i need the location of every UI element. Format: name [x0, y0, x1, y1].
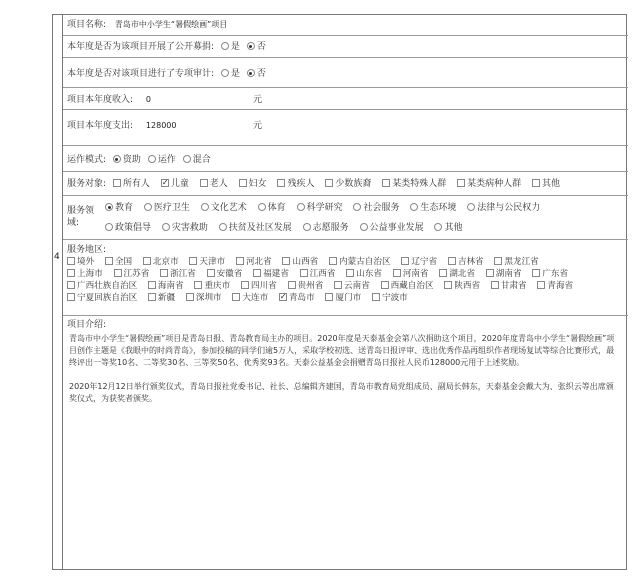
region-shaanxi-label: 陕西省 [454, 281, 481, 291]
income-unit: 元 [253, 95, 263, 105]
target-disease-group-label: 某类病种人群 [467, 179, 522, 189]
public-fundraising-yes-label: 是 [230, 42, 240, 52]
special-audit-yes-radio[interactable] [221, 69, 229, 77]
region-tianjin-label: 天津市 [199, 257, 226, 267]
regions-line-2 [67, 268, 628, 280]
region-heilongjiang-label: 黑龙江省 [504, 257, 539, 267]
target-disease-group-checkbox[interactable] [457, 179, 465, 187]
operation-mode-mixed-label: 混合 [192, 155, 211, 165]
region-guangxi-label: 广西壮族自治区 [77, 281, 138, 291]
region-national-checkbox[interactable] [105, 257, 113, 265]
field-volunteer-label: 志愿服务 [312, 223, 349, 233]
region-gansu-checkbox[interactable] [491, 281, 499, 289]
field-science-label: 科学研究 [306, 203, 343, 213]
service-fields-label-line1: 服务领 [67, 206, 95, 216]
expense-label: 项目本年度支出: [67, 121, 134, 131]
region-chongqing-checkbox[interactable] [194, 281, 202, 289]
service-regions-label: 服务地区: [67, 245, 107, 255]
region-shandong-checkbox[interactable] [346, 269, 354, 277]
region-tibet-label: 西藏自治区 [390, 281, 434, 291]
project-intro-para2: 2020年12月12日举行颁奖仪式，青岛日报社党委书记、社长、总编辑齐建国，青岛市教育局党组成员、副局长韩东，天泰基金会戴大为、张织云等出席颁奖仪式，为获奖者颁奖。 [69, 382, 614, 403]
region-overseas-label: 境外 [77, 257, 95, 267]
region-ningxia-checkbox[interactable] [67, 293, 75, 301]
region-jiangxi-label: 江西省 [309, 269, 336, 279]
region-hebei-label: 河北省 [245, 257, 272, 267]
region-national-label: 全国 [114, 257, 133, 267]
region-liaoning-checkbox[interactable] [401, 257, 409, 265]
service-fields-row [63, 196, 628, 240]
region-anhui-label: 安徽省 [216, 269, 243, 279]
public-fundraising-row [63, 36, 628, 58]
service-targets-label: 服务对象: [67, 179, 107, 189]
region-hunan-checkbox[interactable] [486, 269, 494, 277]
region-guangxi-checkbox[interactable] [67, 281, 75, 289]
target-other-checkbox[interactable] [532, 179, 540, 187]
region-jiangsu-checkbox[interactable] [114, 269, 122, 277]
region-shandong-label: 山东省 [356, 269, 382, 279]
expense-row [63, 110, 628, 146]
region-shenzhen-checkbox[interactable] [186, 293, 194, 301]
region-ningbo-label: 宁波市 [381, 293, 408, 303]
region-jilin-checkbox[interactable] [448, 257, 456, 265]
target-women-checkbox[interactable] [239, 179, 247, 187]
region-overseas-checkbox[interactable] [67, 257, 75, 265]
operation-mode-row [63, 146, 628, 172]
region-sichuan-label: 四川省 [250, 281, 277, 291]
region-hainan-label: 海南省 [157, 281, 184, 291]
special-audit-row [63, 58, 628, 88]
region-guangdong-label: 广东省 [542, 269, 569, 279]
field-sports-label: 体育 [267, 203, 286, 213]
operation-mode-grant-radio[interactable] [113, 155, 121, 163]
region-qingdao-label: 青岛市 [288, 293, 315, 303]
region-zhejiang-label: 浙江省 [170, 269, 196, 279]
public-fundraising-yes-radio[interactable] [221, 42, 229, 50]
operation-mode-operate-radio[interactable] [148, 155, 156, 163]
region-hainan-checkbox[interactable] [148, 281, 156, 289]
region-sichuan-checkbox[interactable] [241, 281, 249, 289]
region-tibet-checkbox[interactable] [381, 281, 389, 289]
project-name-label: 项目名称: [67, 20, 107, 30]
field-poverty-label: 扶贫及社区发展 [228, 223, 292, 233]
target-children-checkbox[interactable] [161, 179, 169, 187]
region-qingdao-checkbox[interactable] [279, 293, 287, 301]
target-children-label: 儿童 [170, 179, 189, 189]
field-social-service-radio[interactable] [353, 203, 361, 211]
field-other-radio[interactable] [434, 223, 442, 231]
special-audit-no-radio[interactable] [247, 69, 255, 77]
field-disaster-radio[interactable] [162, 223, 170, 231]
field-culture-label: 文化艺术 [210, 203, 247, 213]
expense-value: 128000 [145, 121, 177, 130]
operation-mode-grant-label: 资助 [122, 155, 141, 165]
region-guangdong-checkbox[interactable] [532, 269, 540, 277]
form-content [62, 14, 627, 570]
target-all-checkbox[interactable] [113, 179, 121, 187]
field-policy-radio[interactable] [105, 223, 113, 231]
operation-mode-operate-label: 运作 [157, 155, 176, 165]
region-shaanxi-checkbox[interactable] [444, 281, 452, 289]
field-education-radio[interactable] [105, 203, 113, 211]
regions-line-1 [67, 256, 628, 268]
regions-line-3 [67, 280, 628, 292]
region-qinghai-label: 青海省 [547, 281, 574, 291]
field-policy-label: 政策倡导 [115, 223, 152, 233]
region-anhui-checkbox[interactable] [207, 269, 215, 277]
operation-mode-mixed-radio[interactable] [183, 155, 191, 163]
field-poverty-radio[interactable] [219, 223, 227, 231]
target-special-group-checkbox[interactable] [382, 179, 390, 187]
operation-mode-label: 运作模式: [67, 155, 107, 165]
field-culture-radio[interactable] [201, 203, 209, 211]
field-education-label: 教育 [115, 203, 134, 213]
service-fields-label-line2: 域: [67, 218, 80, 228]
target-disabled-checkbox[interactable] [277, 179, 285, 187]
project-intro-para1: 青岛市中小学生“暑假绘画”项目是青岛日报、青岛教育局主办的项目。2020年度是天泰基金会第八次捐助这个项目，2020年度青岛中小学生“暑假绘画”项目创作主题是《我眼中的时尚青岛》，参加投稿的同学们逾5万人，采取学校初选、送青岛日报评审、选出优秀作品再组织作者现场复试等综合比赛形式，最终评出一等奖10名、二等奖30名、三等奖50名、优秀奖93名。天泰公益基金会捐赠青岛日报社人民币128000元用于上述奖励。 [69, 334, 615, 367]
region-heilongjiang-checkbox[interactable] [494, 257, 502, 265]
target-all-label: 所有人 [122, 179, 150, 189]
region-shanxi-checkbox[interactable] [282, 257, 290, 265]
region-jilin-label: 吉林省 [457, 257, 484, 267]
region-guizhou-checkbox[interactable] [288, 281, 296, 289]
region-beijing-checkbox[interactable] [143, 257, 151, 265]
region-jiangsu-label: 江苏省 [123, 269, 150, 279]
region-ningbo-checkbox[interactable] [372, 293, 380, 301]
region-dalian-checkbox[interactable] [232, 293, 240, 301]
region-zhejiang-checkbox[interactable] [160, 269, 168, 277]
field-ecology-radio[interactable] [410, 203, 418, 211]
public-fundraising-no-label: 否 [256, 42, 266, 52]
regions-line-4 [67, 292, 628, 304]
region-inner-mongolia-checkbox[interactable] [329, 257, 337, 265]
field-health-radio[interactable] [144, 203, 152, 211]
region-xinjiang-checkbox[interactable] [148, 293, 156, 301]
income-label: 项目本年度收入: [67, 95, 134, 105]
field-law-label: 法律与公民权力 [477, 203, 541, 213]
income-value: 0 [145, 95, 152, 104]
region-yunnan-checkbox[interactable] [334, 281, 342, 289]
project-name-value: 青岛市中小学生“暑假绘画”项目 [114, 20, 228, 29]
region-gansu-label: 甘肃省 [500, 281, 527, 291]
region-liaoning-label: 辽宁省 [411, 257, 438, 267]
expense-unit: 元 [253, 121, 263, 131]
target-minorities-label: 少数族裔 [335, 179, 372, 189]
target-other-label: 其他 [542, 179, 561, 189]
region-beijing-label: 北京市 [152, 257, 179, 267]
special-audit-label: 本年度是否对该项目进行了专项审计: [67, 69, 215, 79]
target-elderly-label: 老人 [209, 179, 228, 189]
field-public-welfare-label: 公益事业发展 [369, 223, 424, 233]
region-jiangxi-checkbox[interactable] [300, 269, 308, 277]
public-fundraising-label: 本年度是否为该项目开展了公开募捐: [67, 42, 215, 52]
region-inner-mongolia-label: 内蒙古自治区 [339, 257, 391, 267]
region-xiamen-label: 厦门市 [335, 293, 362, 303]
region-ningxia-label: 宁夏回族自治区 [77, 293, 138, 303]
field-sports-radio[interactable] [258, 203, 266, 211]
service-targets-row [63, 172, 628, 196]
target-special-group-label: 某类特殊人群 [392, 179, 447, 189]
field-ecology-label: 生态环境 [420, 203, 457, 213]
region-dalian-label: 大连市 [242, 293, 269, 303]
special-audit-no-label: 否 [256, 69, 266, 79]
field-volunteer-radio[interactable] [303, 223, 311, 231]
region-shanghai-checkbox[interactable] [67, 269, 75, 277]
target-minorities-checkbox[interactable] [325, 179, 333, 187]
special-audit-yes-label: 是 [230, 69, 240, 79]
region-tianjin-checkbox[interactable] [189, 257, 197, 265]
region-yunnan-label: 云南省 [344, 281, 370, 291]
region-hebei-checkbox[interactable] [236, 257, 244, 265]
region-guizhou-label: 贵州省 [297, 281, 324, 291]
field-other-label: 其他 [444, 223, 463, 233]
region-shenzhen-label: 深圳市 [195, 293, 222, 303]
region-hunan-label: 湖南省 [495, 269, 522, 279]
field-health-label: 医疗卫生 [153, 203, 190, 213]
region-chongqing-label: 重庆市 [204, 281, 231, 291]
region-fujian-label: 福建省 [263, 269, 289, 279]
field-law-radio[interactable] [467, 203, 475, 211]
row-index: 4 [54, 252, 60, 262]
service-regions-row [63, 240, 628, 316]
region-shanghai-label: 上海市 [77, 269, 103, 279]
target-disabled-label: 残疾人 [287, 179, 315, 189]
field-public-welfare-radio[interactable] [360, 223, 368, 231]
region-shanxi-label: 山西省 [292, 257, 319, 267]
region-xiamen-checkbox[interactable] [325, 293, 333, 301]
region-fujian-checkbox[interactable] [253, 269, 261, 277]
region-hubei-label: 湖北省 [449, 269, 476, 279]
project-intro-row [63, 316, 628, 570]
income-row [63, 88, 628, 110]
target-elderly-checkbox[interactable] [200, 179, 208, 187]
field-science-radio[interactable] [297, 203, 305, 211]
project-name-row [63, 14, 628, 36]
project-intro-label: 项目介绍: [67, 320, 107, 330]
field-disaster-label: 灾害救助 [171, 223, 208, 233]
region-qinghai-checkbox[interactable] [537, 281, 545, 289]
field-social-service-label: 社会服务 [363, 203, 400, 213]
public-fundraising-no-radio[interactable] [247, 42, 255, 50]
region-henan-checkbox[interactable] [393, 269, 401, 277]
region-hubei-checkbox[interactable] [439, 269, 447, 277]
region-henan-label: 河南省 [402, 269, 429, 279]
target-women-label: 妇女 [248, 179, 267, 189]
region-xinjiang-label: 新疆 [157, 293, 176, 303]
